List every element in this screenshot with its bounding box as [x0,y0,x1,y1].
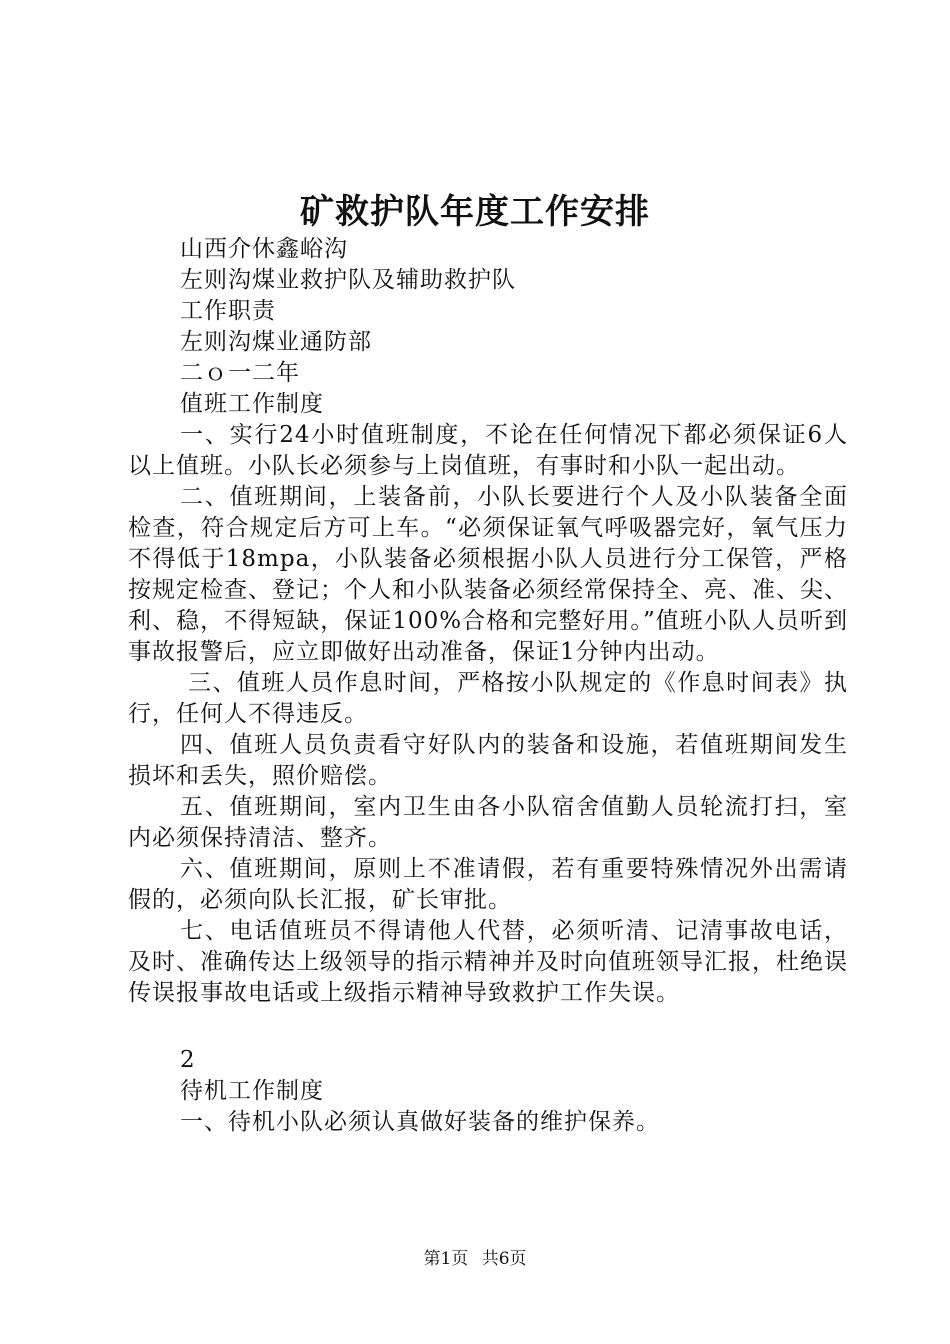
page-total: 共6页 [481,1249,527,1269]
document-title: 矿救护队年度工作安排 [300,192,650,232]
duty-paragraph: 七、电话值班员不得请他人代替，必须听清、记清事故电话，及时、准确传达上级领导的指示精神并及时向值班领导汇报，杜绝误传误报事故电话或上级指示精神导致救护工作失误。 [128,918,848,1006]
duty-paragraph: 四、值班人员负责看守好队内的装备和设施，若值班期间发生损坏和丢失，照价赔偿。 [128,732,848,789]
duty-paragraph: 二、值班期间，上装备前，小队长要进行个人及小队装备全面检查，符合规定后方可上车。“必须保证氧气呼吸器完好，氧气压力不得低于18mpa，小队装备必须根据小队人员进行分工保管，严格按规定检查、登记；个人和小队装备必须经常保持全、亮、准、尖、利、稳，不得短缺，保证100%合格和完整好用。”值班小队人员听到事故报警后，应立即做好出动准备，保证1分钟内出动。 [128,484,848,665]
duty-paragraph: 六、值班期间，原则上不准请假，若有重要特殊情况外出需请假的，必须向队长汇报，矿长审批。 [128,856,848,913]
page-footer [0,1244,950,1269]
header-line-location: 山西介休鑫峪沟 [180,236,348,262]
duty-paragraph: 三、值班人员作息时间，严格按小队规定的《作息时间表》执行，任何人不得违反。 [128,670,848,727]
duty-paragraph: 五、值班期间，室内卫生由各小队宿舍值勤人员轮流打扫，室内必须保持清洁、整齐。 [128,794,848,851]
paragraph-gap [128,1009,848,1045]
duty-paragraph: 一、实行24小时值班制度，不论在任何情况下都必须保证6人以上值班。小队长必须参与上岗值班，有事时和小队一起出动。 [128,422,848,479]
section-number: 2 [180,1047,196,1073]
header-line-duties: 工作职责 [180,298,276,324]
section-heading-duty: 值班工作制度 [180,391,324,417]
header-line-year: 二ｏ一二年 [180,360,300,386]
header-line-department: 左则沟煤业通防部 [180,329,372,355]
page-number: 第1页 [423,1249,469,1269]
document-body [128,234,848,1138]
header-line-team: 左则沟煤业救护队及辅助救护队 [180,267,516,293]
standby-paragraph: 一、待机小队必须认真做好装备的维护保养。 [180,1109,660,1135]
section-heading-standby: 待机工作制度 [180,1078,324,1104]
